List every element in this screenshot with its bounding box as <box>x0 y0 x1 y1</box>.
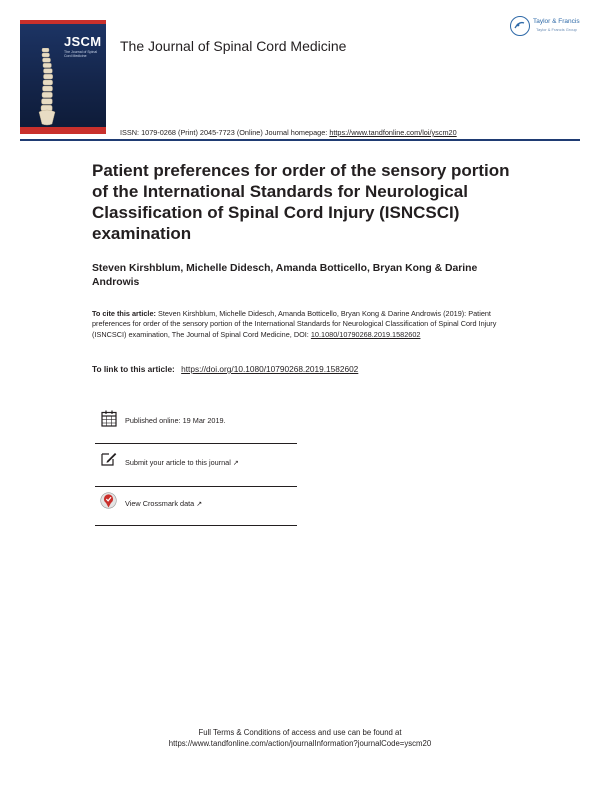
edit-pencil-icon <box>100 451 117 467</box>
submit-article-text: Submit your article to this journal <box>125 458 231 467</box>
calendar-icon <box>101 410 117 427</box>
publisher-name: Taylor & Francis <box>533 18 580 25</box>
crossmark-text: View Crossmark data <box>125 499 195 508</box>
footer-terms-link[interactable]: https://www.tandfonline.com/action/journalInformation?journalCode=yscm20 <box>168 739 432 748</box>
submit-article-link[interactable] <box>125 458 239 467</box>
published-online-text: Published online: 19 Mar 2019. <box>125 416 226 425</box>
citation-label: To cite this article: <box>92 309 156 318</box>
link-label: To link to this article: <box>92 364 175 374</box>
cover-subtitle: The Journal of Spinal Cord Medicine <box>64 50 98 58</box>
citation-doi-link[interactable]: 10.1080/10790268.2019.1582602 <box>310 329 421 339</box>
issn-text: ISSN: 1079-0268 (Print) 2045-7723 (Online) Journal homepage: <box>120 128 328 137</box>
publisher-tagline: Taylor & Francis Group <box>536 27 577 32</box>
cover-title: JSCM <box>64 34 102 49</box>
publisher-logo-mark-icon <box>510 16 530 36</box>
article-authors: Steven Kirshblum, Michelle Didesch, Amanda Botticello, Bryan Kong & Darine Androwis <box>92 263 478 288</box>
issn-line <box>120 128 457 137</box>
row-divider <box>95 443 297 444</box>
spine-illustration-icon <box>30 48 60 126</box>
crossmark-icon <box>100 492 117 509</box>
cover-top-strip <box>20 20 106 24</box>
journal-cover-image <box>20 20 106 134</box>
article-doi-link[interactable]: https://doi.org/10.1080/10790268.2019.1582602 <box>181 364 359 374</box>
article-title: Patient preferences for order of the sensory portion of the International Standards for Neurological Classification of Spinal Cord Injury (ISNCSCI) examination <box>92 161 510 243</box>
footer-terms <box>0 727 600 749</box>
journal-homepage-link[interactable]: https://www.tandfonline.com/loi/yscm20 <box>329 128 457 137</box>
external-link-icon: ↗ <box>196 501 203 508</box>
external-link-icon: ↗ <box>232 460 239 467</box>
row-divider <box>95 486 297 487</box>
journal-title: The Journal of Spinal Cord Medicine <box>120 38 347 54</box>
citation-text: Steven Kirshblum, Michelle Didesch, Amanda Botticello, Bryan Kong & Darine Androwis (2019): Patient preferences for order of the sensory portion of the International Standards for Neurological Classification of Spinal Cord Injury (ISNCSCI) examination, The Journal of Spinal Cord Medicine, DOI: <box>92 309 497 339</box>
publisher-logo[interactable] <box>510 16 584 38</box>
footer-line-1: Full Terms & Conditions of access and use can be found at <box>198 728 402 737</box>
header-divider <box>20 139 580 141</box>
article-link-line <box>92 364 358 374</box>
cover-bottom-strip <box>20 127 106 134</box>
citation-block <box>92 309 512 340</box>
row-divider <box>95 525 297 526</box>
crossmark-link[interactable] <box>125 499 202 508</box>
